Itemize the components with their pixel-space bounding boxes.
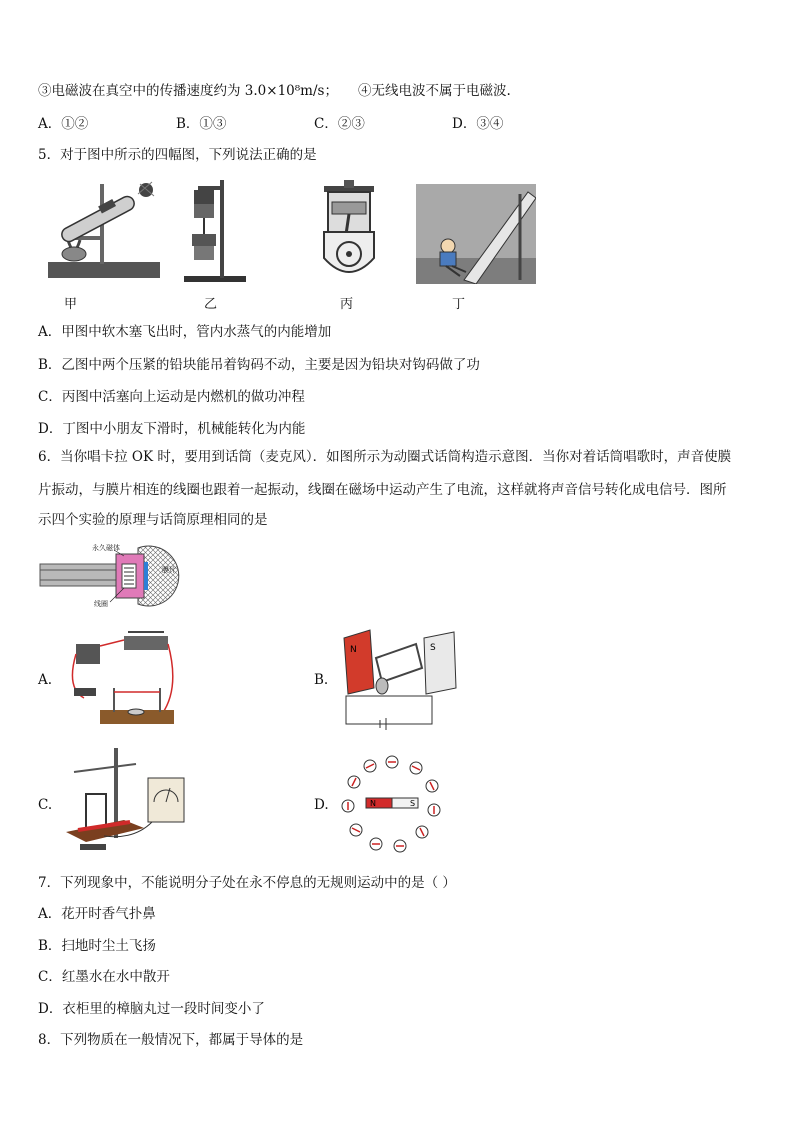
q6-option-a-label: A. bbox=[38, 672, 53, 688]
figure-option-b-motor bbox=[340, 628, 460, 736]
figure-option-a-circuit bbox=[64, 628, 182, 732]
magnet-n-label: N bbox=[350, 645, 357, 655]
label-coil: 线圈 bbox=[94, 600, 108, 608]
q4-option-c: C．②③ bbox=[314, 116, 365, 132]
caption-jia: 甲 bbox=[64, 297, 78, 312]
q6-stem-line-2: 片振动，与膜片相连的线圈也跟着一起振动，线圈在磁场中运动产生了电流，这样就将声音信号转化成电信号．图所 bbox=[38, 482, 727, 498]
q5-stem: 5．对于图中所示的四幅图，下列说法正确的是 bbox=[38, 147, 317, 163]
q7-option-c: C．红墨水在水中散开 bbox=[38, 969, 170, 985]
q7-stem: 7．下列现象中，不能说明分子处在永不停息的无规则运动中的是（ ） bbox=[38, 875, 456, 891]
q5-option-d: D．丁图中小朋友下滑时，机械能转化为内能 bbox=[38, 421, 306, 437]
q7-option-b: B．扫地时尘土飞扬 bbox=[38, 938, 156, 954]
q5-option-b: B．乙图中两个压紧的铅块能吊着钩码不动，主要是因为铅块对钩码做了功 bbox=[38, 357, 480, 373]
q4-option-d: D．③④ bbox=[452, 116, 504, 132]
q6-stem-line-1: 6．当你唱卡拉 OK 时，要用到话筒（麦克风）．如图所示为动圈式话筒构造示意图．当你对着话筒唱歌时，声音使膜 bbox=[38, 449, 732, 465]
q7-option-a: A．花开时香气扑鼻 bbox=[38, 906, 156, 922]
label-permanent-magnet: 永久磁体 bbox=[92, 544, 120, 552]
figure-microphone bbox=[38, 540, 192, 610]
q8-stem: 8．下列物质在一般情况下，都属于导体的是 bbox=[38, 1032, 304, 1048]
q5-option-a: A．甲图中软木塞飞出时，管内水蒸气的内能增加 bbox=[38, 324, 332, 340]
figure-bing-engine bbox=[314, 178, 384, 284]
bar-magnet-n-label: N bbox=[370, 799, 376, 808]
q5-option-c: C．丙图中活塞向上运动是内燃机的做功冲程 bbox=[38, 389, 305, 405]
caption-ding: 丁 bbox=[452, 297, 466, 312]
q6-option-b-label: B. bbox=[314, 672, 329, 688]
figure-option-d-compasses bbox=[340, 752, 444, 856]
figure-option-c-galvanometer bbox=[64, 748, 190, 858]
label-diaphragm: 膜片 bbox=[162, 566, 176, 574]
magnet-s-label: S bbox=[430, 643, 436, 653]
q4-statement-3: ③电磁波在真空中的传播速度约为 3.0×10⁸m/s； bbox=[38, 83, 338, 99]
q4-statement-4: ④无线电波不属于电磁波. bbox=[358, 83, 511, 99]
q6-option-c-label: C. bbox=[38, 797, 53, 813]
q4-option-a: A．①② bbox=[38, 116, 89, 132]
figure-jia-test-tube bbox=[44, 178, 164, 284]
caption-yi: 乙 bbox=[204, 297, 218, 312]
q7-option-d: D．衣柜里的樟脑丸过一段时间变小了 bbox=[38, 1001, 265, 1017]
caption-bing: 丙 bbox=[340, 297, 354, 312]
bar-magnet-s-label: S bbox=[410, 799, 416, 808]
q6-option-d-label: D. bbox=[314, 797, 329, 813]
figure-yi-lead-blocks bbox=[180, 178, 250, 284]
q6-stem-line-3: 示四个实验的原理与话筒原理相同的是 bbox=[38, 512, 268, 528]
figure-ding-slide bbox=[416, 184, 536, 284]
q4-option-b: B．①③ bbox=[176, 116, 227, 132]
